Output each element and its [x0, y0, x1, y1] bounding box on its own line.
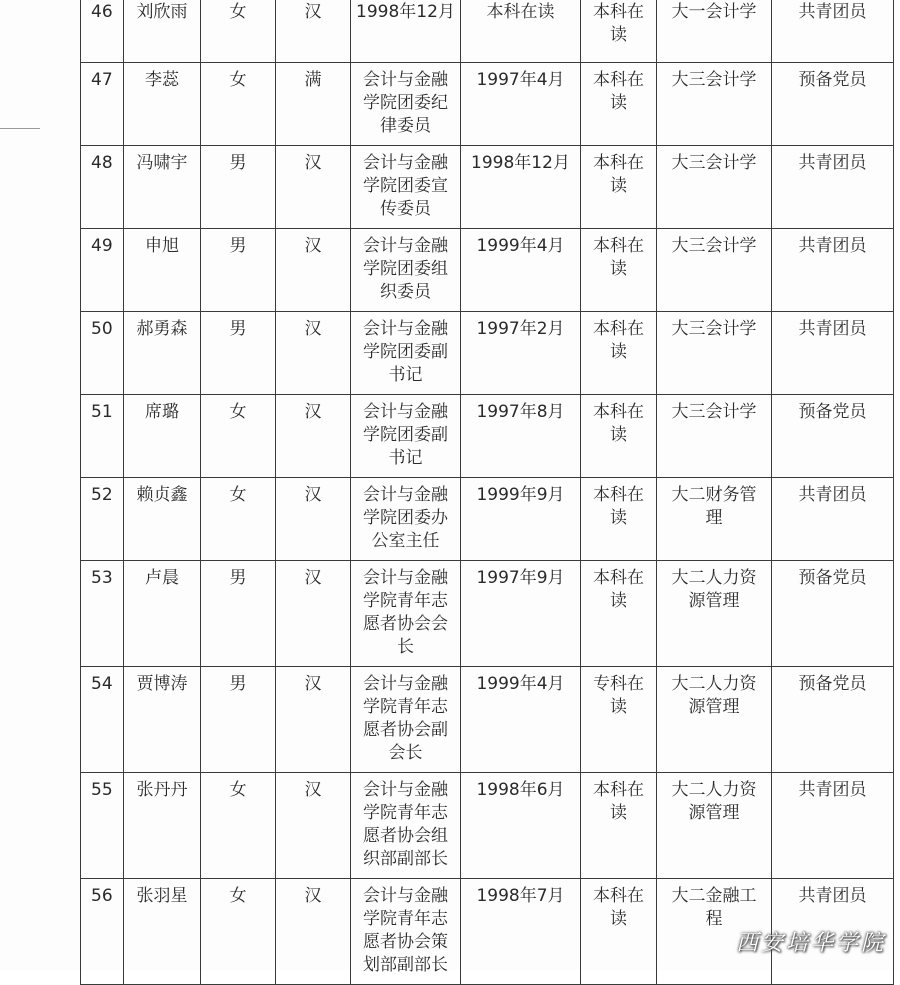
row-number: 46 [81, 0, 124, 63]
row-number: 51 [81, 395, 124, 478]
student-education [581, 561, 657, 667]
student-ethnicity: 汉 [276, 561, 351, 667]
student-education-text: 本科在读 [593, 236, 644, 279]
student-name: 贾博涛 [124, 667, 201, 773]
student-ethnicity: 汉 [276, 478, 351, 561]
student-birth: 1998年6月 [461, 773, 581, 879]
student-grade-text: 大三会计学 [671, 153, 757, 173]
student-grade [657, 395, 772, 478]
table-row [81, 0, 894, 63]
student-name: 冯啸宇 [124, 146, 201, 229]
table-row [81, 561, 894, 667]
student-ethnicity: 汉 [276, 773, 351, 879]
student-grade [657, 146, 772, 229]
student-gender: 男 [201, 667, 276, 773]
row-number: 49 [81, 229, 124, 312]
table-row [81, 146, 894, 229]
student-education-text: 本科在读 [593, 153, 644, 196]
student-education-text: 本科在读 [593, 319, 644, 362]
student-name: 张丹丹 [124, 773, 201, 879]
student-position-text: 会计与金融学院青年志愿者协会策划部副部长 [363, 886, 448, 975]
table-row [81, 667, 894, 773]
student-ethnicity: 汉 [276, 395, 351, 478]
table-row [81, 63, 894, 146]
student-gender: 男 [201, 561, 276, 667]
student-education [581, 773, 657, 879]
student-name: 郝勇森 [124, 312, 201, 395]
student-education-text: 本科在读 [593, 70, 644, 113]
student-gender: 女 [201, 773, 276, 879]
student-name: 赖贞鑫 [124, 478, 201, 561]
student-grade-text: 大一会计学 [671, 2, 757, 22]
student-politics: 预备党员 [772, 395, 894, 478]
student-politics: 共青团员 [772, 146, 894, 229]
student-gender: 女 [201, 478, 276, 561]
table-row [81, 312, 894, 395]
row-number: 52 [81, 478, 124, 561]
student-name: 张羽星 [124, 879, 201, 985]
student-education-text: 本科在读 [593, 886, 644, 929]
student-birth: 本科在读 [461, 0, 581, 63]
student-birth: 1999年9月 [461, 478, 581, 561]
student-education [581, 146, 657, 229]
student-gender: 女 [201, 879, 276, 985]
student-grade-text: 大三会计学 [671, 319, 757, 339]
student-birth: 1997年8月 [461, 395, 581, 478]
student-politics: 预备党员 [772, 63, 894, 146]
student-grade-text: 大二财务管理 [671, 485, 757, 528]
student-education [581, 879, 657, 985]
student-position-text: 会计与金融学院团委组织委员 [363, 236, 448, 302]
student-grade [657, 667, 772, 773]
row-number: 50 [81, 312, 124, 395]
student-ethnicity: 汉 [276, 667, 351, 773]
student-grade-text: 大二金融工程 [671, 886, 757, 929]
student-position [351, 395, 461, 478]
student-grade-text: 大二人力资源管理 [671, 780, 757, 823]
student-gender: 女 [201, 63, 276, 146]
student-politics: 预备党员 [772, 667, 894, 773]
row-number: 47 [81, 63, 124, 146]
student-position-text: 会计与金融学院团委副书记 [363, 319, 448, 385]
student-grade-text: 大二人力资源管理 [671, 674, 757, 717]
row-number: 54 [81, 667, 124, 773]
student-position [351, 229, 461, 312]
student-education-text: 本科在读 [593, 568, 644, 611]
student-education [581, 395, 657, 478]
student-position-text: 会计与金融学院团委宣传委员 [363, 153, 448, 219]
student-gender: 男 [201, 146, 276, 229]
student-gender: 男 [201, 229, 276, 312]
student-ethnicity: 汉 [276, 879, 351, 985]
student-education-text: 专科在读 [593, 674, 644, 717]
table-row [81, 478, 894, 561]
student-birth: 1997年4月 [461, 63, 581, 146]
student-birth: 1997年2月 [461, 312, 581, 395]
student-politics: 预备党员 [772, 561, 894, 667]
student-politics: 共青团员 [772, 773, 894, 879]
student-position-text: 1998年12月 [356, 2, 455, 22]
student-name: 李蕊 [124, 63, 201, 146]
student-position [351, 63, 461, 146]
table-row [81, 229, 894, 312]
student-position-text: 会计与金融学院青年志愿者协会会长 [363, 568, 448, 657]
student-birth: 1999年4月 [461, 229, 581, 312]
student-name: 卢晨 [124, 561, 201, 667]
table-row [81, 773, 894, 879]
student-grade [657, 229, 772, 312]
row-number: 56 [81, 879, 124, 985]
student-education-text: 本科在读 [593, 485, 644, 528]
student-politics: 共青团员 [772, 229, 894, 312]
student-education [581, 0, 657, 63]
student-politics: 共青团员 [772, 478, 894, 561]
student-name: 刘欣雨 [124, 0, 201, 63]
roster-body [81, 0, 894, 985]
student-position-text: 会计与金融学院青年志愿者协会组织部副部长 [363, 780, 448, 869]
student-name: 席璐 [124, 395, 201, 478]
student-education-text: 本科在读 [593, 402, 644, 445]
student-politics: 共青团员 [772, 879, 894, 985]
student-ethnicity: 汉 [276, 229, 351, 312]
student-position [351, 667, 461, 773]
student-name: 申旭 [124, 229, 201, 312]
student-position [351, 561, 461, 667]
student-education [581, 312, 657, 395]
student-education-text: 本科在读 [593, 2, 644, 45]
student-birth: 1999年4月 [461, 667, 581, 773]
student-grade [657, 561, 772, 667]
student-politics: 共青团员 [772, 312, 894, 395]
student-grade [657, 63, 772, 146]
roster-table [80, 0, 894, 985]
student-gender: 女 [201, 0, 276, 63]
student-birth: 1998年12月 [461, 146, 581, 229]
student-position [351, 312, 461, 395]
student-position [351, 0, 461, 63]
student-grade-text: 大三会计学 [671, 236, 757, 256]
student-education [581, 229, 657, 312]
student-education [581, 667, 657, 773]
student-position [351, 879, 461, 985]
student-grade-text: 大二人力资源管理 [671, 568, 757, 611]
student-birth: 1998年7月 [461, 879, 581, 985]
student-grade-text: 大三会计学 [671, 70, 757, 90]
student-grade [657, 0, 772, 63]
row-number: 55 [81, 773, 124, 879]
student-ethnicity: 汉 [276, 0, 351, 63]
table-row [81, 395, 894, 478]
student-gender: 男 [201, 312, 276, 395]
student-position-text: 会计与金融学院团委办公室主任 [363, 485, 448, 551]
student-grade [657, 478, 772, 561]
student-position-text: 会计与金融学院团委副书记 [363, 402, 448, 468]
student-position [351, 478, 461, 561]
student-grade-text: 大三会计学 [671, 402, 757, 422]
student-ethnicity: 满 [276, 63, 351, 146]
watermark-logo: 西安培华学院 [735, 931, 886, 956]
student-education [581, 63, 657, 146]
row-number: 48 [81, 146, 124, 229]
student-gender: 女 [201, 395, 276, 478]
student-grade [657, 773, 772, 879]
student-ethnicity: 汉 [276, 312, 351, 395]
student-position [351, 146, 461, 229]
student-grade [657, 312, 772, 395]
page-edge-line [0, 128, 40, 129]
student-position-text: 会计与金融学院团委纪律委员 [363, 70, 448, 136]
student-birth: 1997年9月 [461, 561, 581, 667]
student-ethnicity: 汉 [276, 146, 351, 229]
student-education [581, 478, 657, 561]
student-position [351, 773, 461, 879]
student-politics: 共青团员 [772, 0, 894, 63]
row-number: 53 [81, 561, 124, 667]
student-position-text: 会计与金融学院青年志愿者协会副会长 [363, 674, 448, 763]
student-education-text: 本科在读 [593, 780, 644, 823]
